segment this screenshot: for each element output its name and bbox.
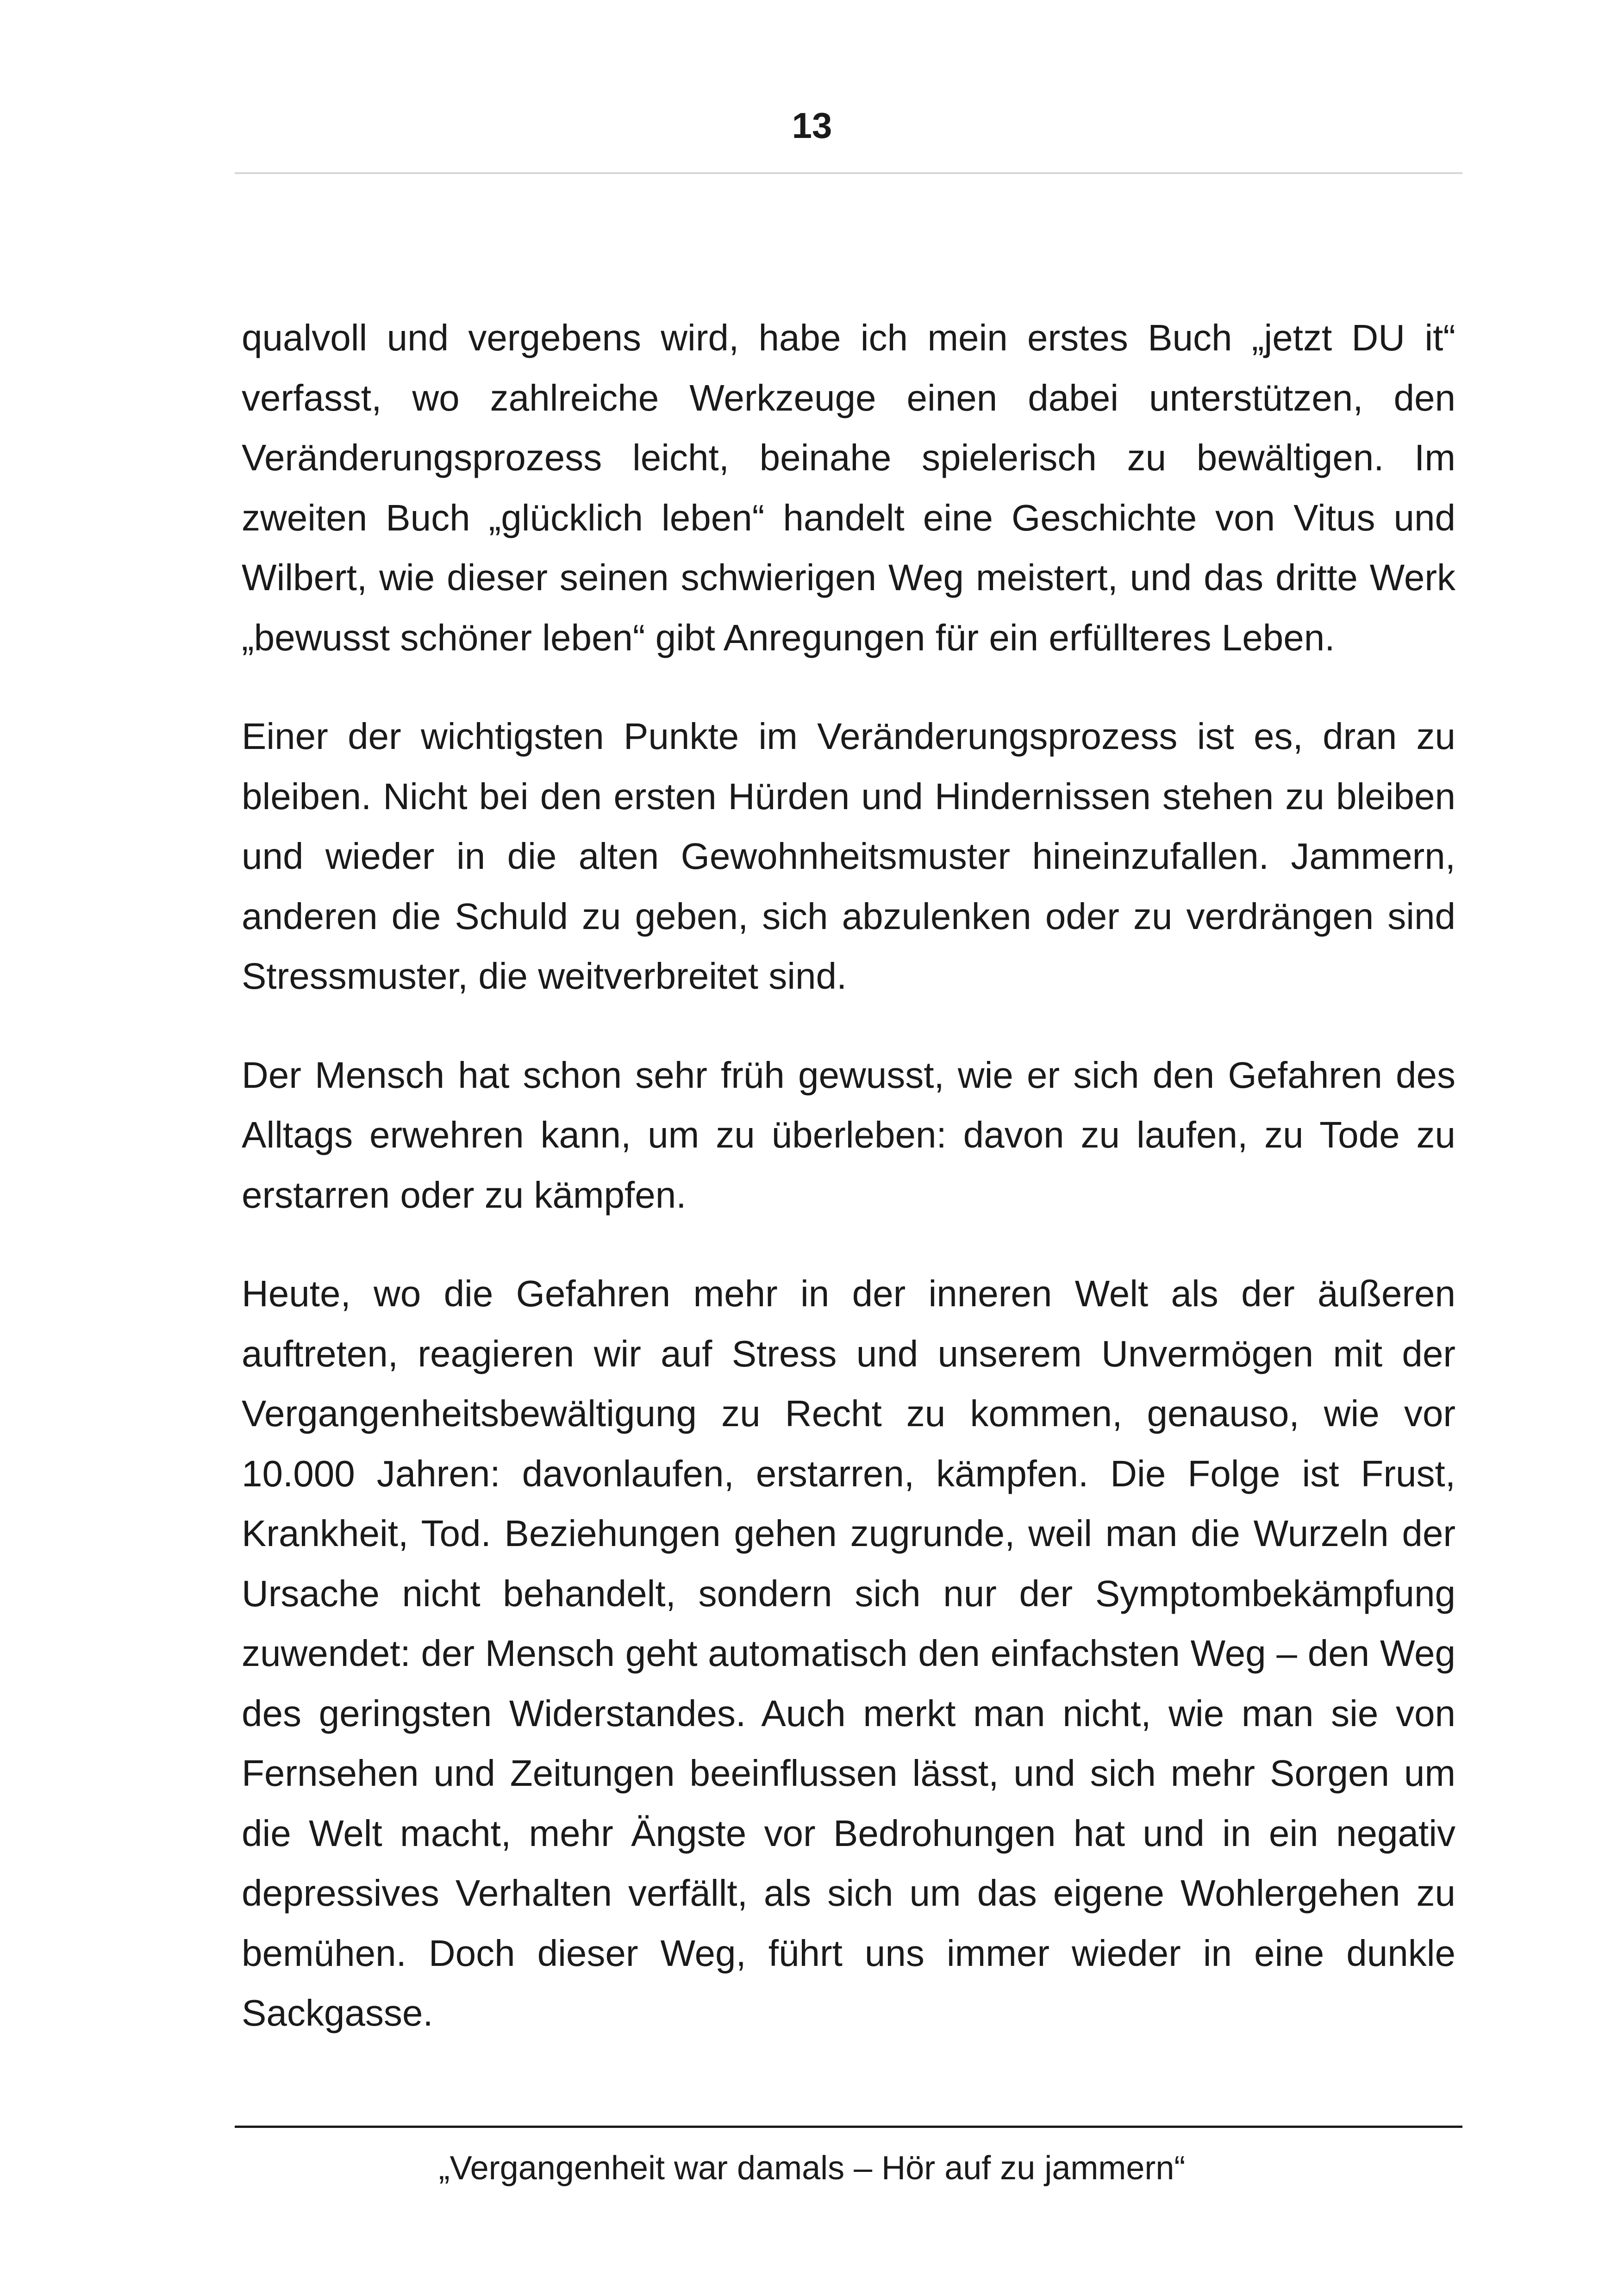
paragraph-2: Einer der wichtigsten Punkte im Veränderungsprozess ist es, dran zu bleiben. Nicht bei den ersten Hürden und Hindernissen stehen zu bleiben und wieder in die alten Gewohnheitsmuster hineinzufallen. Jammern, anderen die Schuld zu geben, sich abzulenken oder zu verdrängen sind Stressmuster, die weitverbreitet sind. <box>242 716 1455 997</box>
page-number: 13 <box>792 105 832 146</box>
paragraph-3: Der Mensch hat schon sehr früh gewusst, wie er sich den Gefahren des Alltags erwehren kann, um zu überleben: davon zu laufen, zu Tode zu erstarren oder zu kämpfen. <box>242 1054 1455 1216</box>
paragraph-1: qualvoll und vergebens wird, habe ich mein erstes Buch „jetzt DU it“ verfasst, wo zahlreiche Werkzeuge einen dabei unterstützen, den Veränderungsprozess leicht, beinahe spielerisch zu bewältigen. Im zweiten Buch „glücklich leben“ handelt eine Geschichte von Vitus und Wilbert, wie dieser seinen schwierigen Weg meistert, und das dritte Werk „bewusst schöner leben“ gibt Anregungen für ein erfüllteres Leben. <box>242 317 1455 658</box>
body-text <box>242 308 1455 2043</box>
footer-book-title: „Vergangenheit war damals – Hör auf zu jammern“ <box>438 2150 1186 2187</box>
paragraph-4: Heute, wo die Gefahren mehr in der inneren Welt als der äußeren auftreten, reagieren wir auf Stress und unserem Unvermögen mit der Vergangenheitsbewältigung zu Recht zu kommen, genauso, wie vor 10.000 Jahren: davonlaufen, erstarren, kämpfen. Die Folge ist Frust, Krankheit, Tod. Beziehungen gehen zugrunde, weil man die Wurzeln der Ursache nicht behandelt, sondern sich nur der Symptombekämpfung zuwendet: der Mensch geht automatisch den einfachsten Weg – den Weg des geringsten Widerstandes. Auch merkt man nicht, wie man sie von Fernsehen und Zeitungen beeinflussen lässt, und sich mehr Sorgen um die Welt macht, mehr Ängste vor Bedrohungen hat und in ein negativ depressives Verhalten verfällt, als sich um das eigene Wohlergehen zu bemühen. Doch dieser Weg, führt uns immer wieder in eine dunkle Sackgasse. <box>242 1273 1455 2033</box>
header-divider <box>235 172 1462 174</box>
footer-divider <box>235 2126 1462 2128</box>
